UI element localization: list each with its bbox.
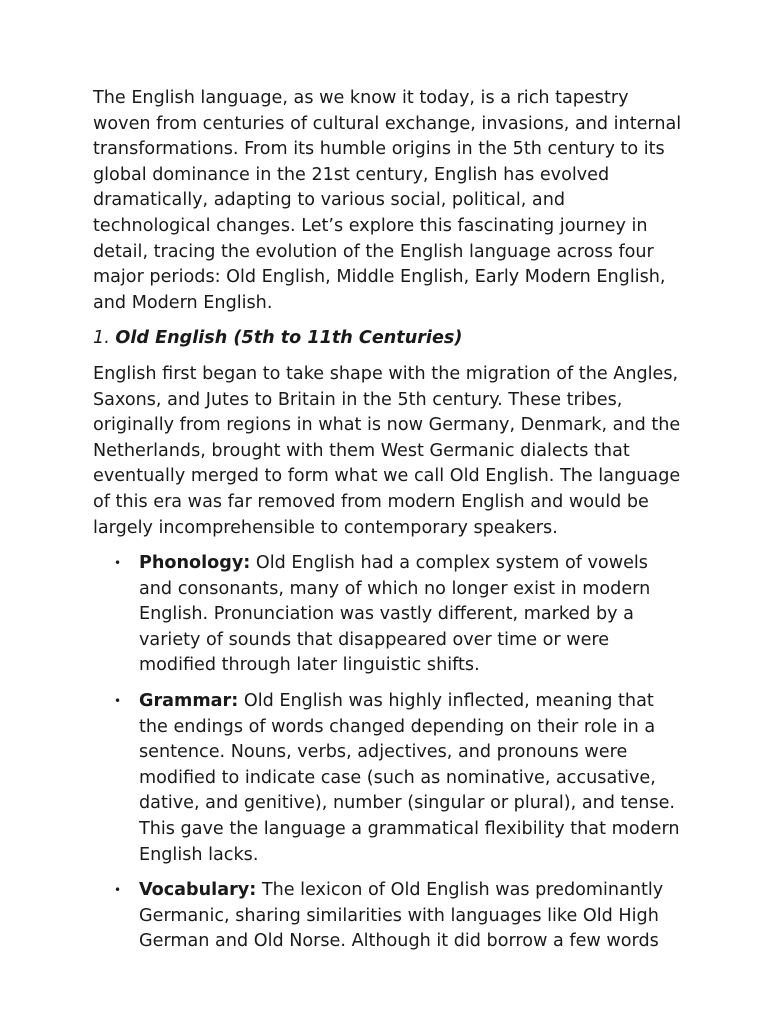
bullet-text: The lexicon of Old English was predominantly Germanic, sharing similarities with languages like Old High German and Old Norse. Although it did borrow a few words <box>139 880 664 952</box>
bullet-text: Old English was highly inflected, meaning that the endings of words changed depending on their role in a sentence. Nouns, verbs, adjectives, and pronouns were modified to indicate case (such as nominative, accusative, dative, and genitive), number (singular or plural), and tense. This gave the language a grammatical flexibility that modern English lacks. <box>139 691 680 865</box>
section-number: 1. <box>93 328 110 349</box>
section-heading <box>93 326 683 352</box>
bullet-icon: • <box>114 694 122 709</box>
section-title: Old English (5th to 11th Centuries) <box>115 328 463 349</box>
document-page <box>93 86 683 965</box>
intro-paragraph: The English language, as we know it today, is a rich tapestry woven from centuries of cultural exchange, invasions, and internal transformations. From its humble origins in the 5th century to its global dominance in the 21st century, English has evolved dramatically, adapting to various social, political, and technological changes. Let’s explore this fascinating journey in detail, tracing the evolution of the English language across four major periods: Old English, Middle English, Early Modern English, and Modern English. <box>93 88 682 313</box>
bullet-term: Phonology: <box>139 553 251 574</box>
bullet-icon: • <box>114 556 122 571</box>
bullet-item-vocabulary <box>93 878 683 955</box>
bullet-item-grammar <box>93 689 683 868</box>
bullet-list <box>93 551 683 955</box>
bullet-text: Old English had a complex system of vowels and consonants, many of which no longer exist in modern English. Pronunciation was vastly different, marked by a variety of sounds that disappeared over time or were modified through later linguistic shifts. <box>139 553 651 676</box>
bullet-term: Grammar: <box>139 691 239 712</box>
bullet-item-phonology <box>93 551 683 679</box>
bullet-term: Vocabulary: <box>139 880 257 901</box>
section-paragraph: English first began to take shape with the migration of the Angles, Saxons, and Jutes to Britain in the 5th century. These tribes, originally from regions in what is now Germany, Denmark, and the Netherlands, brought with them West Germanic dialects that eventually merged to form what we call Old English. The language of this era was far removed from modern English and would be largely incomprehensible to contemporary speakers. <box>93 363 681 538</box>
bullet-icon: • <box>114 883 122 898</box>
